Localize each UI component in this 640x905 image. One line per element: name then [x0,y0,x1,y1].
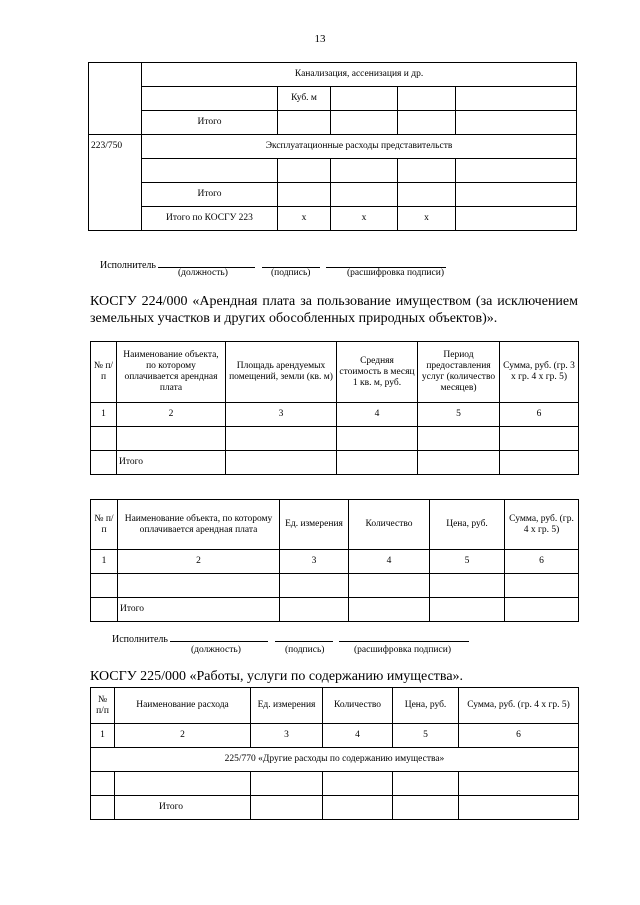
column-number: 2 [117,403,226,427]
column-number: 3 [251,724,323,748]
kosgu-224-table-a [90,341,579,475]
exploitation-title: Эксплуатационные расходы представительств [142,135,577,159]
x-cell: х [398,207,456,231]
column-number: 4 [337,403,418,427]
column-number: 6 [505,550,579,574]
table-header: Наименование объекта, по которому оплачивается арендная плата [118,500,280,550]
caption-rasshifrovka: (расшифровка подписи) [354,645,451,655]
unit-cell: Куб. м [278,87,331,111]
caption-dolzhnost: (должность) [191,645,241,655]
row-kanalizatsiya: Канализация, ассенизация и др. [142,63,577,87]
column-number: 5 [418,403,500,427]
caption-podpis: (подпись) [271,268,311,278]
signature-line [326,258,446,268]
table-header: Ед. измерения [280,500,349,550]
caption-podpis: (подпись) [285,645,325,655]
column-number: 2 [118,550,280,574]
table-header: Наименование объекта, по которому оплачивается арендная плата [117,342,226,403]
code-cell: 223/750 [89,135,142,231]
column-number: 3 [280,550,349,574]
table-header: Ед. измерения [251,688,323,724]
column-number: 4 [323,724,393,748]
subsection-title: 225/770 «Другие расходы по содержанию имущества» [91,748,579,772]
column-number: 6 [459,724,579,748]
column-number: 3 [226,403,337,427]
table-header: Цена, руб. [430,500,505,550]
signature-line [170,632,268,642]
column-number: 5 [393,724,459,748]
itogo-kosgu-cell: Итого по КОСГУ 223 [142,207,278,231]
table-header: Количество [349,500,430,550]
section-225-heading: КОСГУ 225/000 «Работы, услуги по содержанию имущества». [90,669,464,684]
executor-line [112,632,512,645]
itogo-cell: Итого [115,796,251,820]
table-header: Цена, руб. [393,688,459,724]
itogo-cell: Итого [118,598,280,622]
table-header: Площадь арендуемых помещений, земли (кв. м) [226,342,337,403]
column-number: 4 [349,550,430,574]
signature-line [158,258,255,268]
kosgu-224-table-b [90,499,579,622]
table-header: № п/п [91,500,118,550]
table-header: Сумма, руб. (гр. 4 х гр. 5) [505,500,579,550]
table-header: Средняя стоимость в месяц 1 кв. м, руб. [337,342,418,403]
itogo-cell: Итого [142,111,278,135]
table-header: Сумма, руб. (гр. 3 х гр. 4 х гр. 5) [500,342,579,403]
table-header: Период предоставления услуг (количество месяцев) [418,342,500,403]
executor-label: Исполнитель [112,634,168,645]
column-number: 2 [115,724,251,748]
column-number: 1 [91,724,115,748]
signature-line [275,632,333,642]
x-cell: х [331,207,398,231]
caption-rasshifrovka: (расшифровка подписи) [347,268,444,278]
kosgu-223-table [88,62,577,231]
itogo-cell: Итого [117,451,226,475]
table-header: Количество [323,688,393,724]
signature-line [262,258,320,268]
empty-cell [89,63,142,135]
x-cell: х [278,207,331,231]
column-number: 1 [91,550,118,574]
kosgu-225-table [90,687,579,820]
table-header: Наименование расхода [115,688,251,724]
table-header: Сумма, руб. (гр. 4 х гр. 5) [459,688,579,724]
page-number: 13 [314,33,326,45]
table-header: № п/п [91,342,117,403]
table-header: № п/п [91,688,115,724]
executor-label: Исполнитель [100,260,156,271]
column-number: 1 [91,403,117,427]
caption-dolzhnost: (должность) [178,268,228,278]
itogo-cell: Итого [142,183,278,207]
column-number: 6 [500,403,579,427]
column-number: 5 [430,550,505,574]
section-224-heading: КОСГУ 224/000 «Арендная плата за пользование имуществом (за исключением земельных участков и других обособленных природных объектов)». [90,294,578,326]
signature-line [339,632,469,642]
